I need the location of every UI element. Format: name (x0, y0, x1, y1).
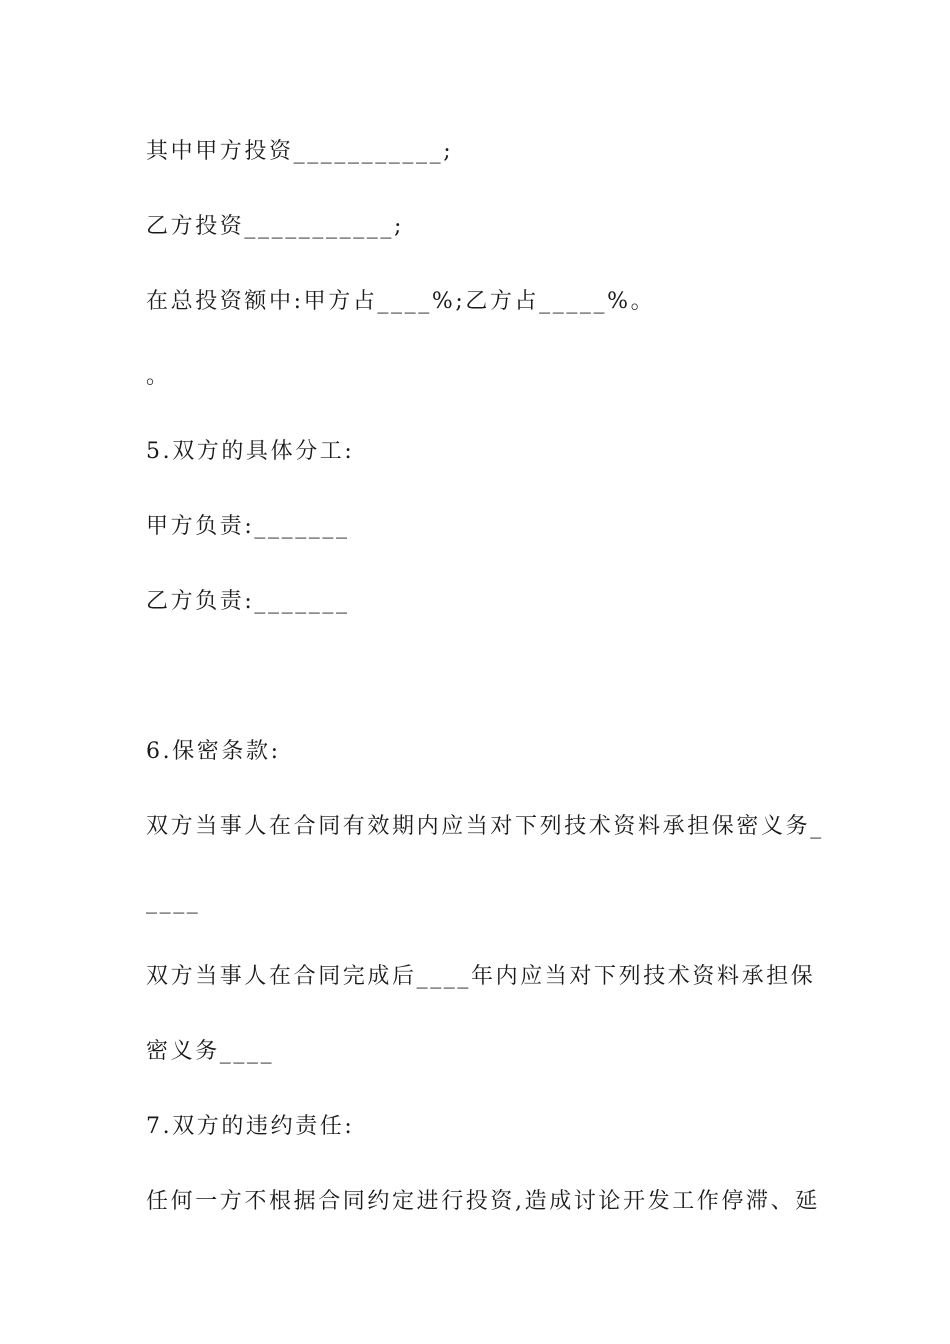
investment-party-a-line: 其中甲方投资___________; (146, 139, 454, 164)
party-b-duty-line: 乙方负责:_______ (146, 589, 350, 614)
breach-clause-line-1: 任何一方不根据合同约定进行投资,造成讨论开发工作停滞、延 (146, 1189, 820, 1214)
stray-period-line: 。 (146, 364, 171, 389)
investment-ratio-line: 在总投资额中:甲方占____%;乙方占_____%。 (146, 289, 656, 314)
confidentiality-clause-line-1: 双方当事人在合同有效期内应当对下列技术资料承担保密义务_ (146, 814, 824, 839)
section-5-heading: 5.双方的具体分工: (146, 439, 355, 464)
party-a-duty-line: 甲方负责:_______ (146, 514, 350, 539)
confidentiality-clause-line-3: 双方当事人在合同完成后____年内应当对下列技术资料承担保 (146, 964, 816, 989)
confidentiality-clause-line-2: ____ (146, 889, 201, 914)
investment-party-b-line: 乙方投资___________; (146, 214, 405, 239)
section-6-heading: 6.保密条款: (146, 739, 281, 764)
section-7-heading: 7.双方的违约责任: (146, 1114, 355, 1139)
confidentiality-clause-line-4: 密义务____ (146, 1039, 275, 1064)
